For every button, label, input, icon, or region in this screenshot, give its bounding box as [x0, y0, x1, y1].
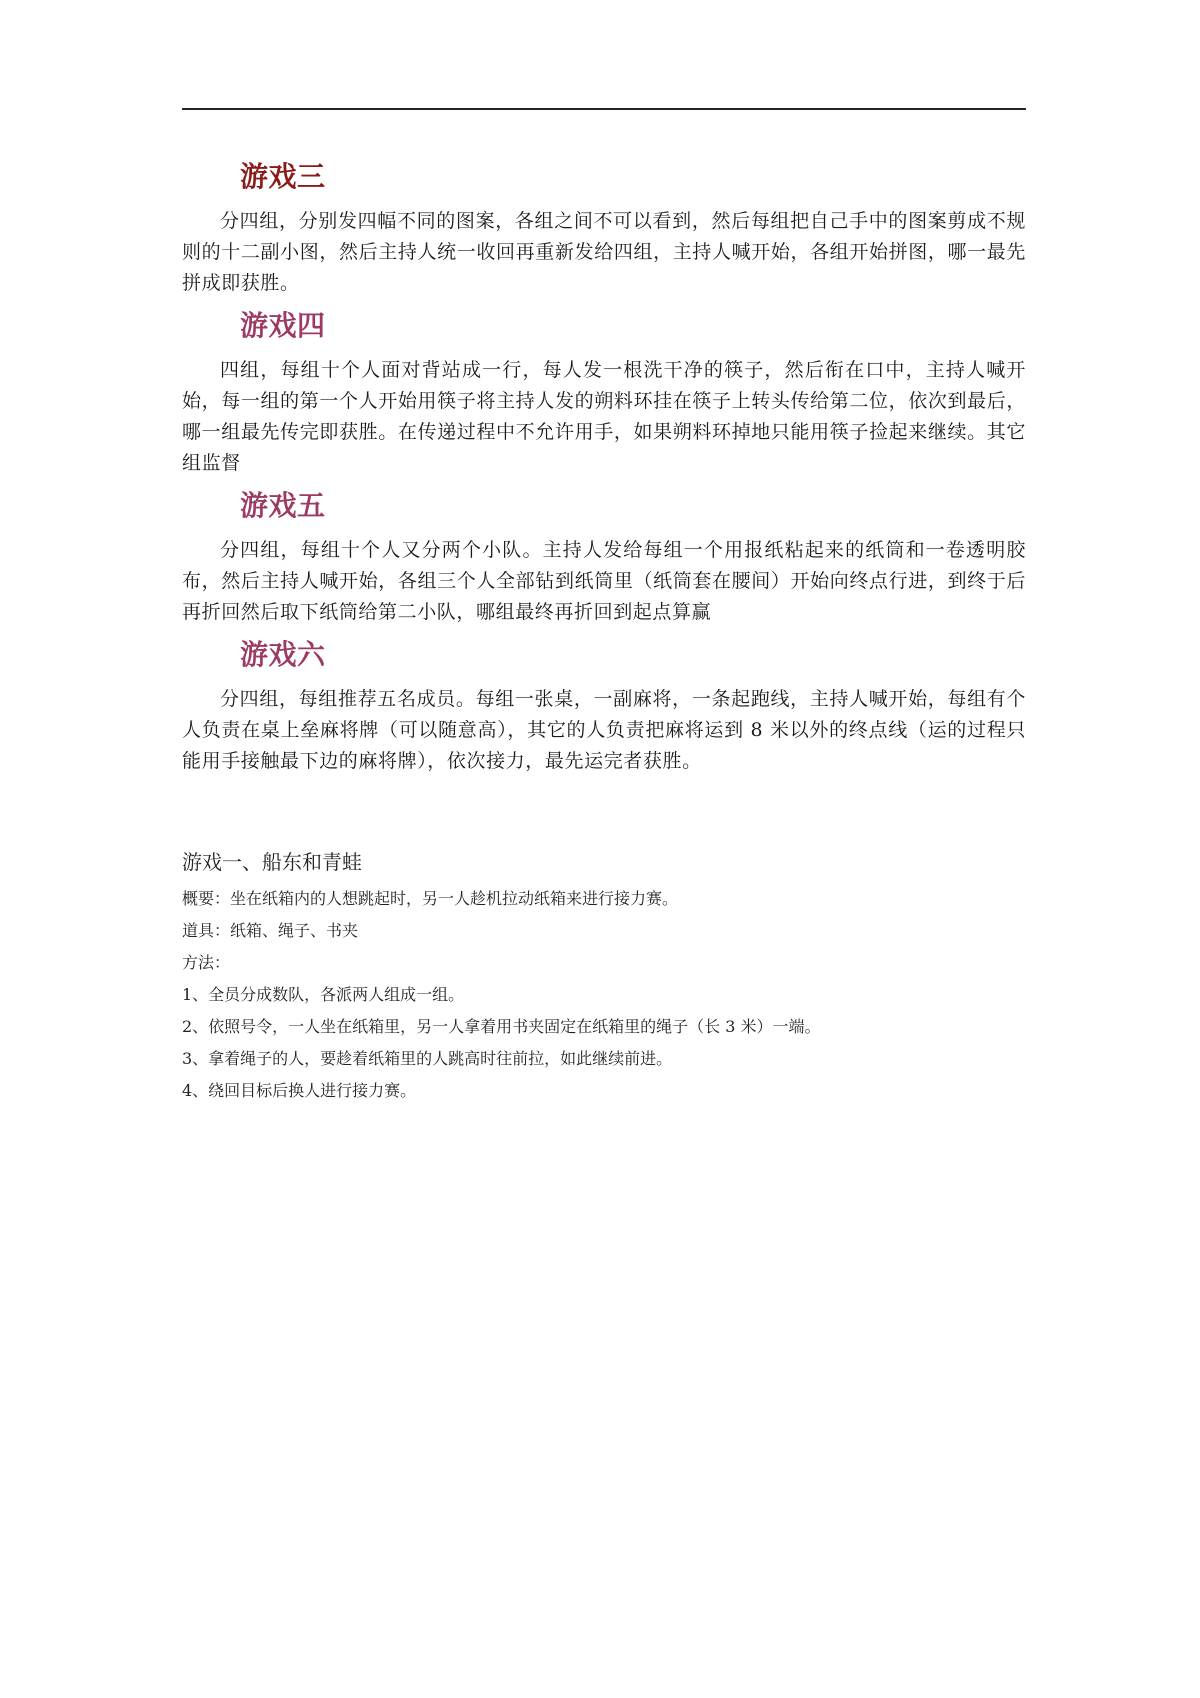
- game-3-title: 游戏三: [240, 160, 326, 193]
- game-1-props: 道具：纸箱、绳子、书夹: [182, 921, 359, 940]
- game-6-title: 游戏六: [240, 638, 326, 671]
- document-body: [182, 158, 1026, 1107]
- game-5-title: 游戏五: [240, 489, 326, 522]
- game-5-paragraph: 分四组，每组十个人又分两个小队。主持人发给每组一个用报纸粘起来的纸筒和一卷透明胶布，然后主持人喊开始，各组三个人全部钻到纸筒里（纸筒套在腰间）开始向终点行进，到终于后再折回然后取下纸筒给第二小队，哪组最终再折回到起点算赢: [182, 539, 1026, 623]
- game-1-method-label: 方法：: [182, 953, 231, 972]
- game-4-title: 游戏四: [240, 309, 326, 342]
- game-1-step-2: 2、依照号令，一人坐在纸箱里，另一人拿着用书夹固定在纸箱里的绳子（长 3 米）一端。: [182, 1017, 821, 1036]
- game-1-step-4: 4、绕回目标后换人进行接力赛。: [182, 1081, 417, 1100]
- game-3-paragraph: 分四组，分别发四幅不同的图案，各组之间不可以看到，然后每组把自己手中的图案剪成不规则的十二副小图，然后主持人统一收回再重新发给四组，主持人喊开始，各组开始拼图，哪一最先拼成即获胜。: [182, 210, 1026, 294]
- game-1-summary: 概要：坐在纸箱内的人想跳起时，另一人趁机拉动纸箱来进行接力赛。: [182, 889, 679, 908]
- game-4-paragraph: 四组，每组十个人面对背站成一行，每人发一根洗干净的筷子，然后衔在口中，主持人喊开始，每一组的第一个人开始用筷子将主持人发的朔料环挂在筷子上转头传给第二位，依次到最后，哪一组最先传完即获胜。在传递过程中不允许用手，如果朔料环掉地只能用筷子捡起来继续。其它组监督: [182, 359, 1026, 474]
- game-1-title: 游戏一、船东和青蛙: [182, 850, 362, 874]
- game-1-section: [182, 847, 1026, 1107]
- game-1-step-1: 1、全员分成数队，各派两人组成一组。: [182, 985, 465, 1004]
- header-rule: [182, 108, 1026, 110]
- game-6-paragraph: 分四组，每组推荐五名成员。每组一张桌，一副麻将，一条起跑线，主持人喊开始，每组有个人负责在桌上垒麻将牌（可以随意高），其它的人负责把麻将运到 8 米以外的终点线（运的过程只能用手接触最下边的麻将牌），依次接力，最先运完者获胜。: [182, 688, 1026, 772]
- game-1-step-3: 3、拿着绳子的人，要趁着纸箱里的人跳高时往前拉，如此继续前进。: [182, 1049, 673, 1068]
